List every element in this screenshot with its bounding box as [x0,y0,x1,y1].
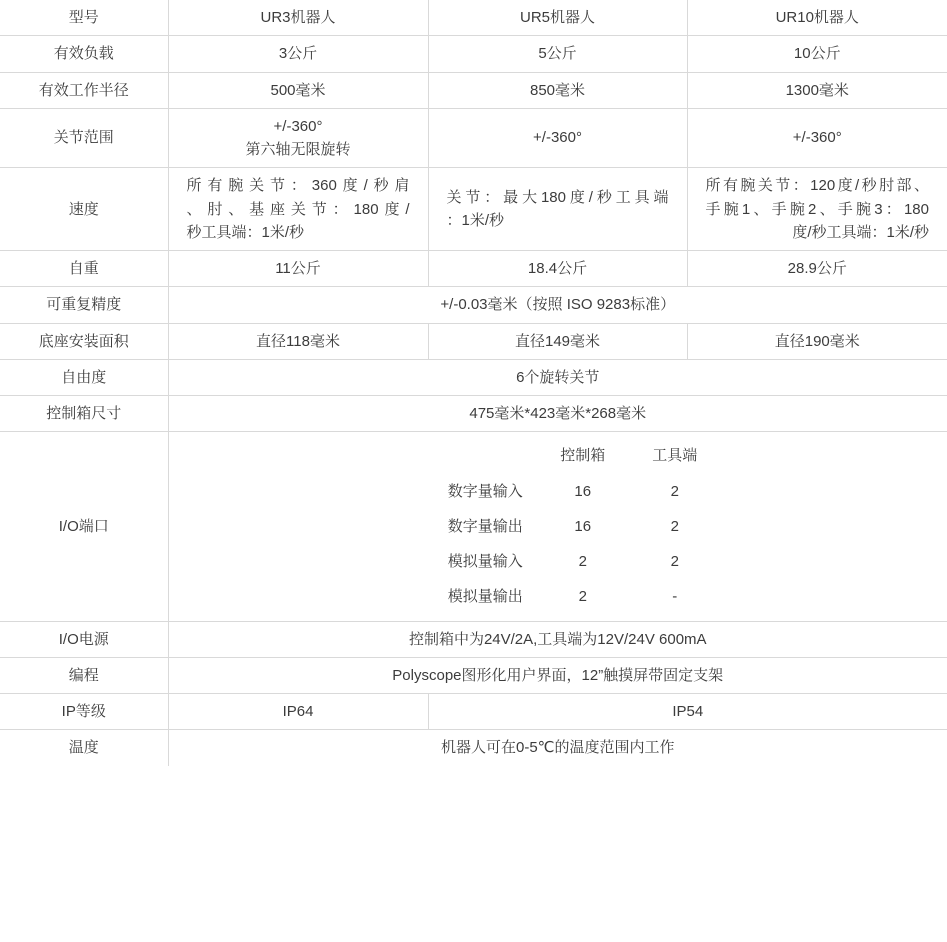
ip-rating-ur3: IP64 [168,694,428,730]
row-label-footprint: 底座安装面积 [0,323,168,359]
payload-ur10: 10公斤 [687,36,947,72]
speed-ur10-line3: 度/秒工具端：1米/秒 [792,223,929,241]
io-ports-value [168,432,947,621]
table-row-weight [0,251,947,287]
weight-ur10: 28.9公斤 [687,251,947,287]
reach-ur5: 850毫米 [428,72,687,108]
table-row-ip-rating [0,694,947,730]
joint-range-ur10: +/-360° [687,108,947,168]
io-row-digital-in-controlbox: 16 [574,482,592,500]
reach-ur3: 500毫米 [168,72,428,108]
table-row-header [0,0,947,36]
header-model-ur10: UR10机器人 [687,0,947,36]
temperature-value: 机器人可在0-5℃的温度范围内工作 [168,730,947,766]
table-row-joint-range [0,108,947,168]
io-header-blank [395,438,537,473]
row-label-io-ports: I/O端口 [0,432,168,621]
header-model-ur5: UR5机器人 [428,0,687,36]
io-header-tool: 工具端 [652,447,698,465]
io-grid-row [395,509,721,544]
row-label-io-power: I/O电源 [0,621,168,657]
speed-ur5-line1: 关节：最大180度/秒工具端 [446,188,669,206]
io-row-analog-in-label: 模拟量输入 [447,553,523,570]
speed-ur10-line1: 所有腕关节：120度/秒肘部、 [705,177,929,195]
speed-ur5-line2: ：1米/秒 [446,212,505,230]
footprint-ur3: 直径118毫米 [168,323,428,359]
io-row-analog-out-controlbox: 2 [578,588,587,606]
table-row-speed [0,168,947,251]
table-row-io-ports [0,432,947,621]
speed-ur10-line2: 手腕1、手腕2、手腕3：180 [705,200,929,218]
io-row-digital-out-tool: 2 [670,517,679,535]
row-label-controlbox-size: 控制箱尺寸 [0,396,168,432]
weight-ur3: 11公斤 [168,251,428,287]
reach-ur10: 1300毫米 [687,72,947,108]
io-header-controlbox: 控制箱 [560,447,606,465]
table-row-dof [0,359,947,395]
table-row-payload [0,36,947,72]
row-label-reach: 有效工作半径 [0,72,168,108]
io-grid-row [395,579,721,614]
table-row-footprint [0,323,947,359]
row-label-repeatability: 可重复精度 [0,287,168,323]
io-row-analog-in-tool: 2 [670,553,679,570]
header-model-ur3: UR3机器人 [168,0,428,36]
table-row-controlbox-size [0,396,947,432]
footprint-ur10: 直径190毫米 [687,323,947,359]
payload-ur5: 5公斤 [428,36,687,72]
io-row-analog-in-controlbox: 2 [578,553,587,570]
speed-ur3 [168,168,428,251]
row-label-weight: 自重 [0,251,168,287]
joint-range-ur3-line2: 第六轴无限旋转 [245,141,351,158]
row-label-speed: 速度 [0,168,168,251]
speed-ur3-line3: 秒工具端：1米/秒 [186,223,305,241]
speed-ur5 [428,168,687,251]
io-row-digital-out-label: 数字量输出 [447,517,523,535]
dof-value: 6个旋转关节 [168,359,947,395]
table-row-temperature [0,730,947,766]
io-row-digital-out-controlbox: 16 [574,517,592,535]
io-row-analog-out-label: 模拟量输出 [447,588,523,606]
row-label-dof: 自由度 [0,359,168,395]
repeatability-value: +/-0.03毫米（按照 ISO 9283标准） [168,287,947,323]
weight-ur5: 18.4公斤 [428,251,687,287]
speed-ur3-line2: 、肘、基座关节：180度/ [186,200,410,218]
io-row-analog-out-tool: - [672,588,678,606]
joint-range-ur3 [168,108,428,168]
table-row-programming [0,657,947,693]
joint-range-ur3-line1: +/-360° [273,117,323,135]
row-label-payload: 有效负载 [0,36,168,72]
io-power-value: 控制箱中为24V/2A,工具端为12V/24V 600mA [168,621,947,657]
io-grid-row [395,474,721,509]
io-row-digital-in-tool: 2 [670,482,679,500]
row-label-joint-range: 关节范围 [0,108,168,168]
table-row-reach [0,72,947,108]
speed-ur3-line1: 所有腕关节：360度/秒肩 [186,177,410,195]
row-label-ip-rating: IP等级 [0,694,168,730]
io-grid-header [395,438,721,473]
row-label-temperature: 温度 [0,730,168,766]
ip-rating-ur5-ur10: IP54 [428,694,947,730]
programming-value: Polyscope图形化用户界面，12”触摸屏带固定支架 [168,657,947,693]
footprint-ur5: 直径149毫米 [428,323,687,359]
joint-range-ur5: +/-360° [428,108,687,168]
io-row-digital-in-label: 数字量输入 [447,482,523,500]
table-row-io-power [0,621,947,657]
payload-ur3: 3公斤 [168,36,428,72]
table-row-repeatability [0,287,947,323]
row-label-model: 型号 [0,0,168,36]
io-ports-grid [395,438,721,614]
row-label-programming: 编程 [0,657,168,693]
speed-ur10 [687,168,947,251]
controlbox-size-value: 475毫米*423毫米*268毫米 [168,396,947,432]
io-grid-row [395,544,721,579]
